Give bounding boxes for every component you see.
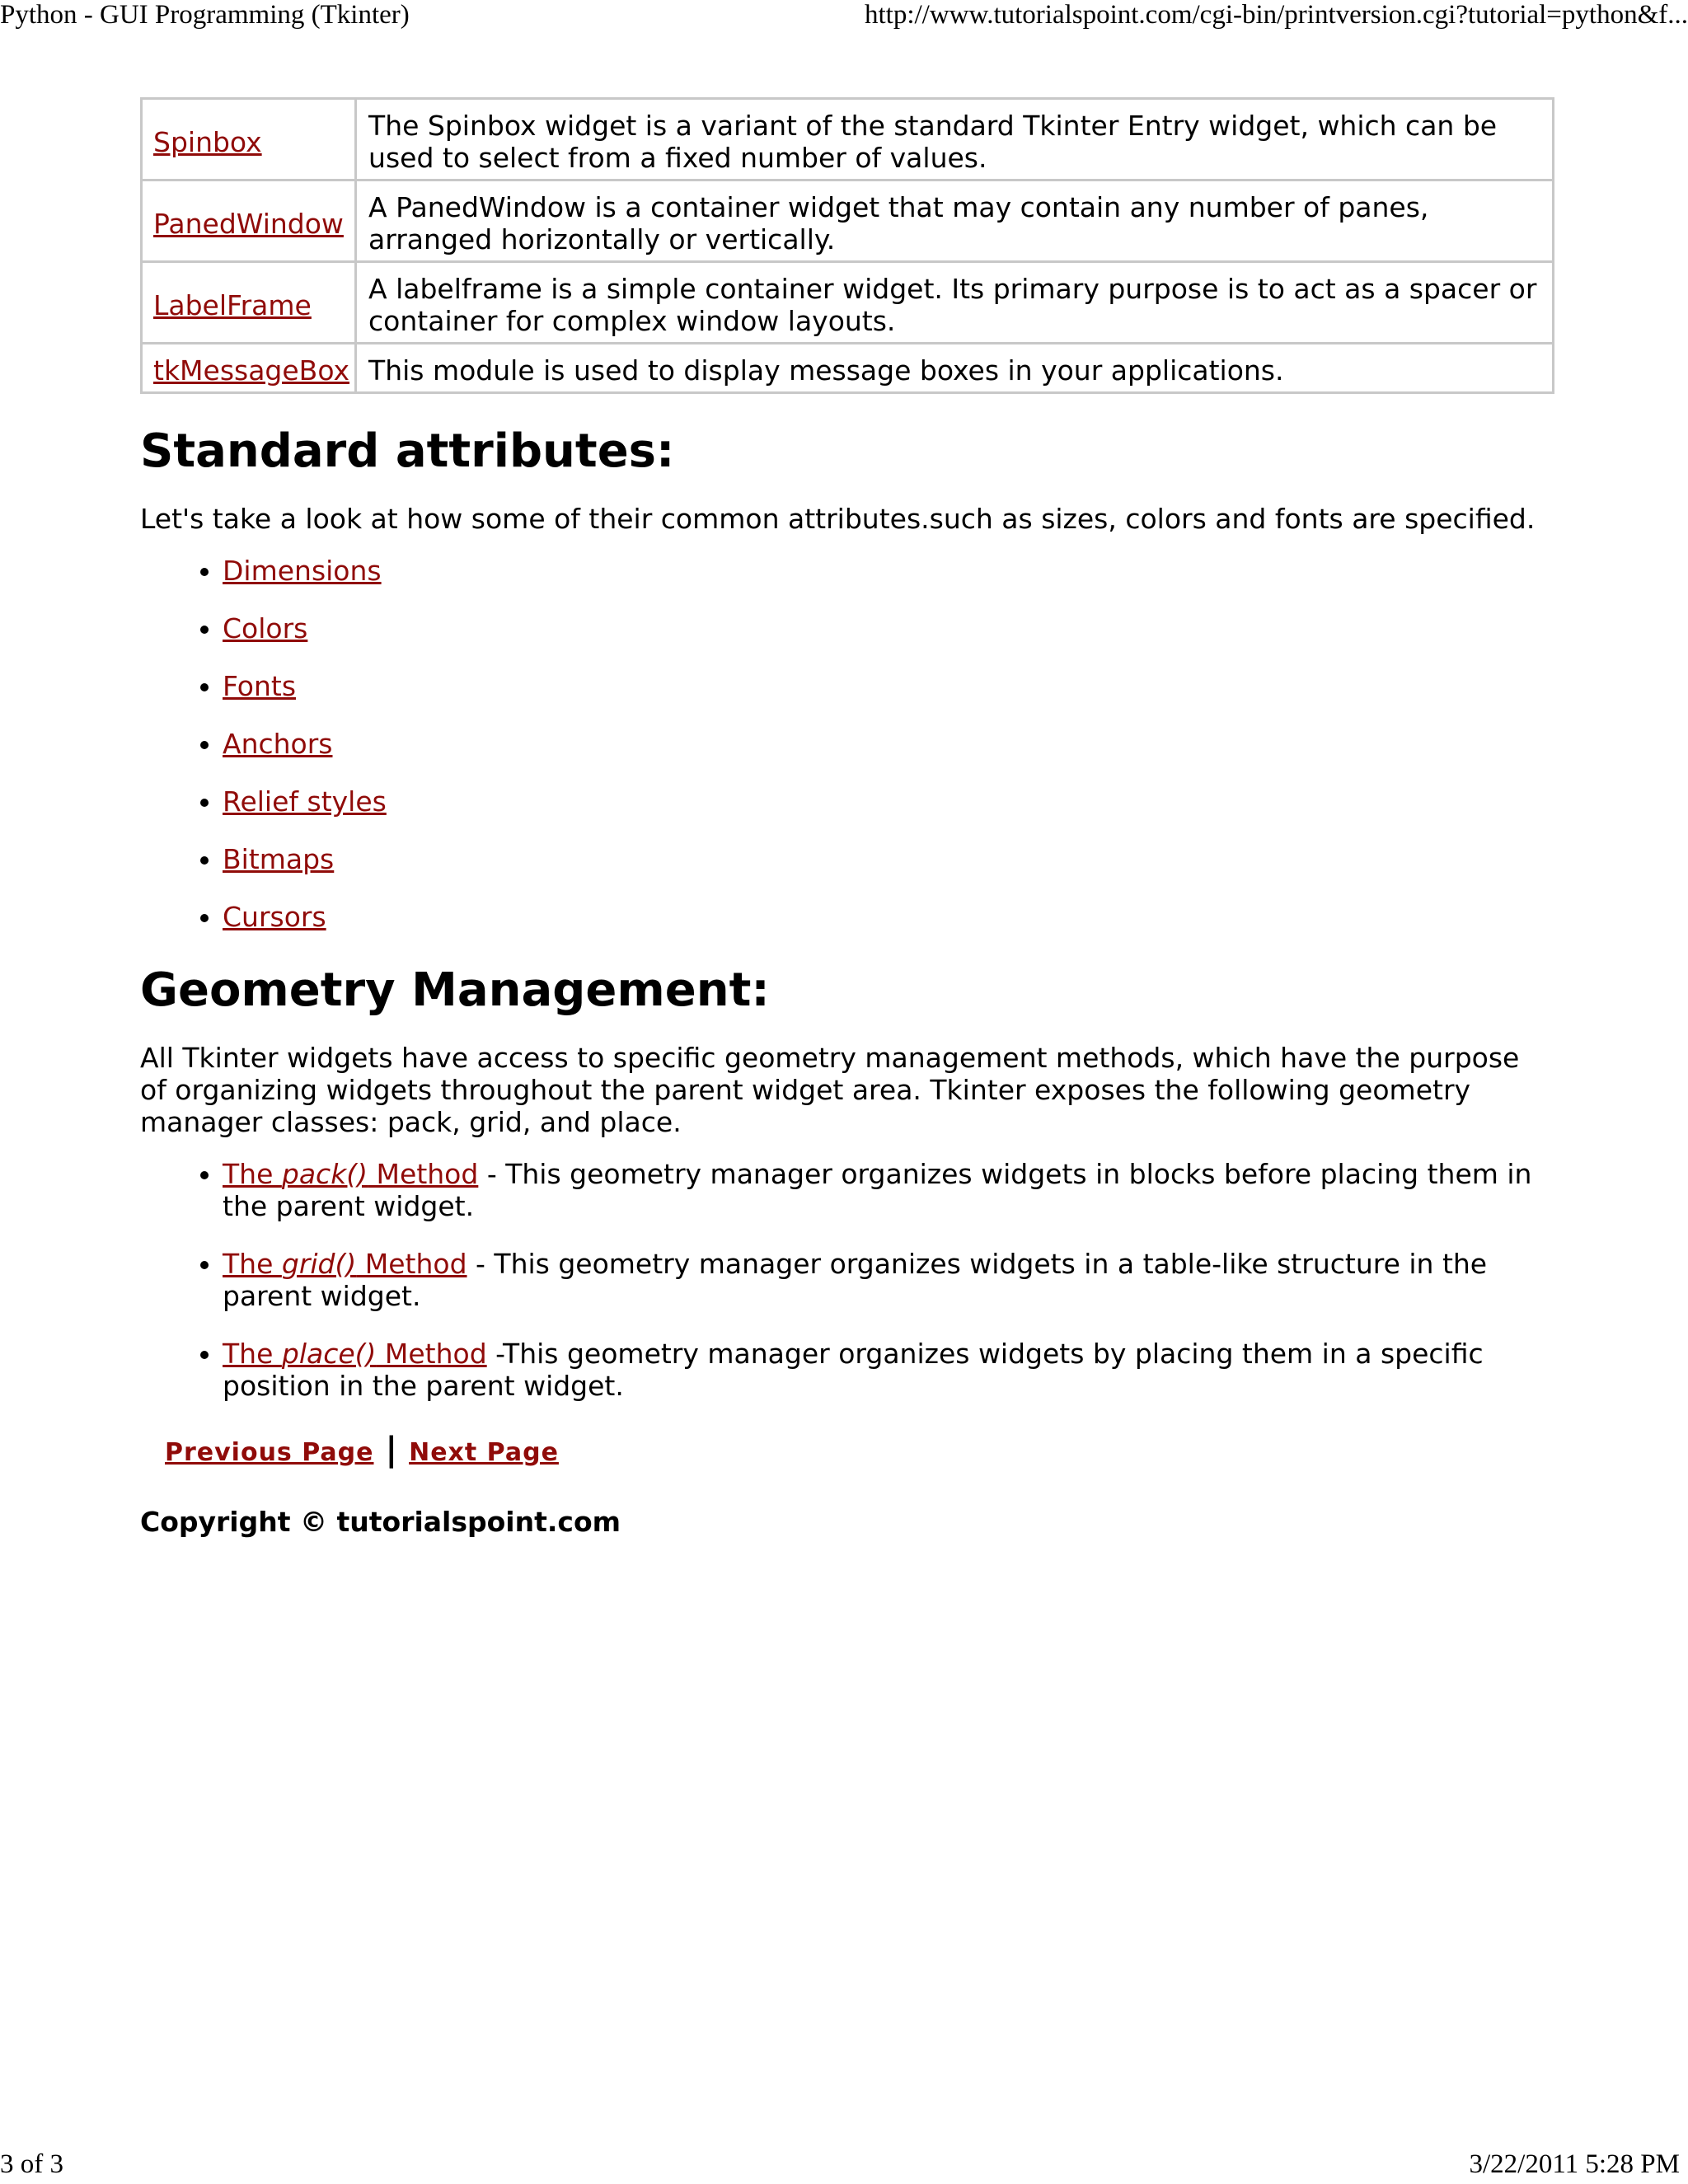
print-footer xyxy=(0,2149,1688,2184)
link-text: The xyxy=(223,1248,282,1280)
table-cell-desc: The Spinbox widget is a variant of the standard Tkinter Entry widget, which can be used to select from a fixed number of values. xyxy=(356,99,1554,180)
print-header xyxy=(0,0,1688,36)
link-text-em: grid() xyxy=(281,1248,357,1280)
attribute-link-relief-styles[interactable]: Relief styles xyxy=(223,785,387,818)
table-cell-name xyxy=(142,180,356,262)
link-text-em: pack() xyxy=(281,1158,368,1190)
attribute-link-anchors[interactable]: Anchors xyxy=(223,728,333,760)
attribute-link-cursors[interactable]: Cursors xyxy=(223,901,326,933)
table-row xyxy=(142,344,1554,393)
attribute-link-dimensions[interactable]: Dimensions xyxy=(223,555,382,587)
list-item xyxy=(223,901,1554,933)
method-desc: - This geometry manager organizes widgets in a table-like structure in the parent widget. xyxy=(223,1248,1488,1312)
widget-link-spinbox[interactable]: Spinbox xyxy=(153,125,262,158)
place-method-link[interactable] xyxy=(223,1338,487,1370)
print-datetime: 3/22/2011 5:28 PM xyxy=(1469,2149,1680,2179)
table-cell-name xyxy=(142,344,356,393)
table-row xyxy=(142,262,1554,344)
link-text-em: place() xyxy=(281,1338,377,1370)
method-desc: - This geometry manager organizes widgets in blocks before placing them in the parent widget. xyxy=(223,1158,1532,1222)
table-cell-name xyxy=(142,99,356,180)
page-content xyxy=(140,97,1554,1539)
list-item xyxy=(223,612,1554,644)
geometry-intro: All Tkinter widgets have access to specific geometry management methods, which have the purpose of organizing widgets throughout the parent widget area. Tkinter exposes the following geometry manager classes: pack, grid, and place. xyxy=(140,1042,1520,1138)
grid-method-link[interactable] xyxy=(223,1248,467,1280)
list-item xyxy=(223,670,1554,702)
table-cell-name xyxy=(142,262,356,344)
table-cell-desc: A labelframe is a simple container widget. Its primary purpose is to act as a spacer or container for complex window layouts. xyxy=(356,262,1554,344)
attributes-list xyxy=(140,555,1554,933)
attribute-link-bitmaps[interactable]: Bitmaps xyxy=(223,843,335,875)
list-item xyxy=(223,555,1554,587)
table-row xyxy=(142,99,1554,180)
list-item xyxy=(223,785,1554,818)
widget-link-tkmessagebox[interactable]: tkMessageBox xyxy=(153,354,350,387)
geometry-methods-list xyxy=(140,1158,1554,1402)
widgets-table xyxy=(140,97,1554,394)
attribute-link-colors[interactable]: Colors xyxy=(223,612,308,644)
standard-attributes-heading: Standard attributes: xyxy=(140,424,675,478)
list-item xyxy=(223,1248,1554,1312)
list-item xyxy=(223,1338,1554,1402)
method-desc: -This geometry manager organizes widgets by placing them in a specific position in the parent widget. xyxy=(223,1338,1484,1402)
link-text: The xyxy=(223,1158,282,1190)
attribute-link-fonts[interactable]: Fonts xyxy=(223,670,297,702)
previous-page-link[interactable]: Previous Page xyxy=(165,1438,374,1467)
print-header-title: Python - GUI Programming (Tkinter) xyxy=(0,0,410,30)
nav-separator: | xyxy=(385,1431,398,1469)
widget-link-labelframe[interactable]: LabelFrame xyxy=(153,288,312,321)
link-text: Method xyxy=(356,1248,467,1280)
next-page-link[interactable]: Next Page xyxy=(409,1438,559,1467)
list-item xyxy=(223,728,1554,760)
link-text: The xyxy=(223,1338,282,1370)
geometry-heading: Geometry Management: xyxy=(140,963,770,1017)
link-text: Method xyxy=(376,1338,487,1370)
pack-method-link[interactable] xyxy=(223,1158,478,1190)
table-cell-desc: A PanedWindow is a container widget that may contain any number of panes, arranged horizontally or vertically. xyxy=(356,180,1554,262)
copyright: Copyright © tutorialspoint.com xyxy=(140,1506,621,1538)
list-item xyxy=(223,1158,1554,1222)
widget-link-panedwindow[interactable]: PanedWindow xyxy=(153,207,344,240)
list-item xyxy=(223,843,1554,875)
table-cell-desc: This module is used to display message boxes in your applications. xyxy=(356,344,1554,393)
page-nav xyxy=(165,1433,1554,1483)
page-number: 3 of 3 xyxy=(0,2149,63,2179)
standard-attributes-intro: Let's take a look at how some of their common attributes.such as sizes, colors and fonts are specified. xyxy=(140,503,1536,535)
table-row xyxy=(142,180,1554,262)
link-text: Method xyxy=(368,1158,479,1190)
print-header-url: http://www.tutorialspoint.com/cgi-bin/printversion.cgi?tutorial=python&f... xyxy=(865,0,1688,30)
